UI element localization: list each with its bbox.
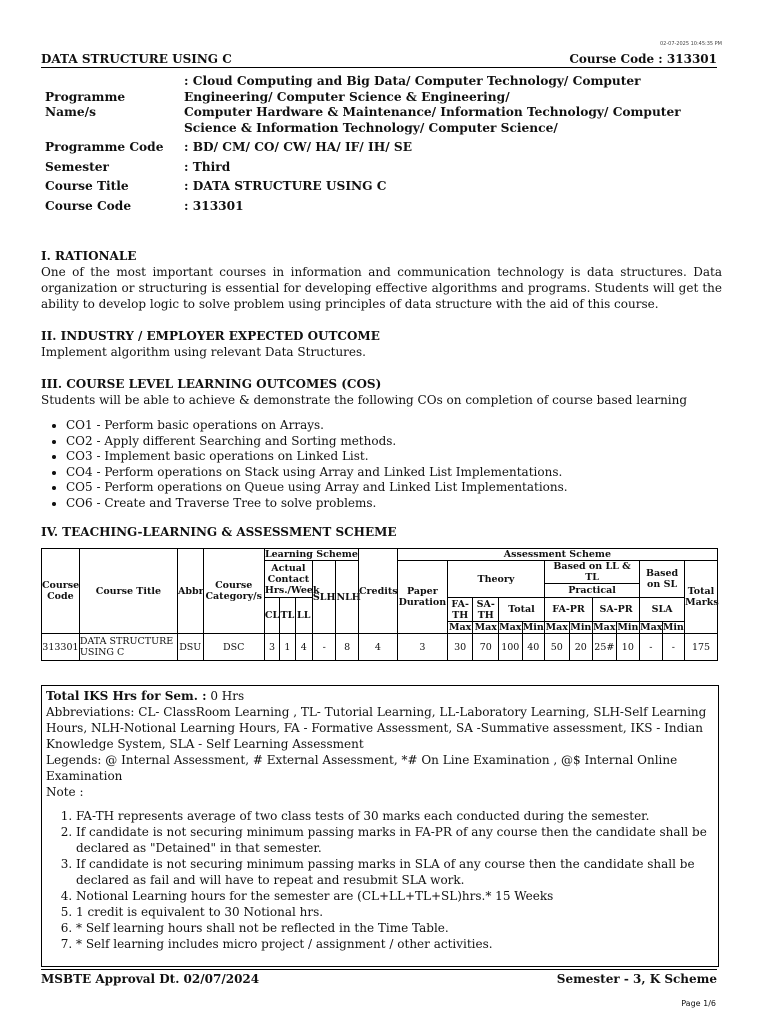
- header-course-code: Course Code : 313301: [569, 52, 717, 66]
- list-item: • CO6 - Create and Traverse Tree to solve problems.: [66, 496, 722, 512]
- programme-row: [41, 197, 721, 217]
- header-credits-cell: Credits: [358, 549, 397, 634]
- header-practical-cell: Practical: [545, 584, 640, 598]
- tl-cell: 1: [280, 634, 295, 661]
- sla-min-cell: -: [662, 634, 684, 661]
- programme-value: : Cloud Computing and Big Data/ Computer Technology/ Computer Engineering/ Computer Science & Engineering/ Computer Hardware & Maintenance/ Information Technology/ Computer Science & Information Technology/ Computer Science/: [184, 74, 681, 135]
- scheme-heading: IV. TEACHING-LEARNING & ASSESSMENT SCHEME: [41, 524, 397, 539]
- programme-label: Course Title: [45, 179, 129, 193]
- header-max-cell: Max: [449, 622, 472, 633]
- approval-date: MSBTE Approval Dt. 02/07/2024: [41, 972, 260, 986]
- semester-scheme: Semester - 3, K Scheme: [556, 972, 717, 986]
- page-footer: [41, 969, 717, 986]
- header-abbr-cell: Abbr: [177, 549, 203, 634]
- header-ll-cell: LL: [295, 598, 312, 634]
- header-contact-hours-cell: Actual Contact Hrs./Week: [264, 562, 320, 596]
- sa-pr-max-cell: 25#: [593, 634, 617, 661]
- header-sa-th-cell: SA-TH: [473, 598, 499, 622]
- sa-pr-min-cell: 10: [616, 634, 640, 661]
- header-min-cell: Min: [617, 622, 639, 633]
- programme-value: : DATA STRUCTURE USING C: [184, 179, 387, 193]
- print-timestamp: 02-07-2025 10:45:35 PM: [659, 41, 722, 47]
- fa-pr-min-cell: 20: [569, 634, 593, 661]
- programme-label: Programme Name/s: [45, 89, 126, 119]
- fa-th-max-cell: 30: [447, 634, 473, 661]
- course-sections: [41, 248, 722, 540]
- list-item: • CO5 - Perform operations on Queue using Array and Linked List Implementations.: [66, 480, 722, 496]
- abbr-cell: DSU: [177, 634, 203, 661]
- list-item: • CO3 - Implement basic operations on Linked List.: [66, 449, 722, 465]
- course-outcomes-intro: Students will be able to achieve & demonstrate the following COs on completion of course based learning: [41, 393, 688, 407]
- note-label: Note :: [46, 785, 84, 799]
- list-item: 2. If candidate is not securing minimum passing marks in FA-PR of any course then the candidate shall be declared as "Detained" in that semester.: [76, 824, 714, 856]
- header-max-cell: Max: [499, 622, 522, 633]
- programme-value: : Third: [184, 159, 231, 174]
- header-tl-cell: TL: [280, 598, 295, 634]
- programme-row: [41, 72, 721, 138]
- header-course-title-cell: Course Title: [79, 549, 177, 634]
- abbreviations-text: Abbreviations: CL- ClassRoom Learning , TL- Tutorial Learning, LL-Laboratory Learning, SLH-Self Learning Hours, NLH-Notional Learning Hours, FA - Formative Assessment, SA -Summative assessment, IKS - Indian Knowledge System, SLA - Self Learning Assessment: [46, 705, 707, 751]
- header-category-cell: Course Category/s: [203, 549, 264, 634]
- table-row: [42, 549, 718, 561]
- header-max-cell: Max: [640, 622, 663, 633]
- list-item: 5. 1 credit is equivalent to 30 Notional hrs.: [76, 904, 714, 920]
- list-item: 1. FA-TH represents average of two class tests of 30 marks each conducted during the semester.: [76, 808, 714, 824]
- header-fa-pr-cell: FA-PR: [545, 598, 593, 622]
- header-based-ll-tl-cell: Based on LL & TL: [545, 561, 640, 584]
- ll-cell: 4: [295, 634, 312, 661]
- header-total-marks-cell: Total Marks: [685, 561, 718, 634]
- iks-value: 0 Hrs: [206, 689, 245, 703]
- header-learning-scheme-cell: Learning Scheme: [264, 549, 358, 560]
- duration-cell: 3: [397, 634, 447, 661]
- page-number: Page 1/6: [681, 999, 716, 1008]
- header-min-cell: Min: [570, 622, 592, 633]
- notes-list: [46, 808, 714, 952]
- slh-cell: -: [312, 634, 336, 661]
- legends-text: Legends: @ Internal Assessment, # External Assessment, *# On Line Examination , @$ Internal Online Examination: [46, 753, 678, 783]
- programme-row: [41, 138, 721, 158]
- header-sa-pr-cell: SA-PR: [593, 598, 640, 622]
- list-item: • CO1 - Perform basic operations on Arrays.: [66, 418, 722, 434]
- header-paper-duration-cell: Paper Duration: [397, 561, 447, 634]
- programme-label: Course Code: [45, 198, 132, 213]
- list-item: 4. Notional Learning hours for the semester are (CL+LL+TL+SL)hrs.* 15 Weeks: [76, 888, 714, 904]
- sa-th-max-cell: 70: [473, 634, 499, 661]
- header-sla-cell: SLA: [640, 598, 685, 622]
- list-item: • CO2 - Apply different Searching and Sorting methods.: [66, 434, 722, 450]
- programme-row: [41, 177, 721, 197]
- list-item: 6. * Self learning hours shall not be reflected in the Time Table.: [76, 920, 714, 936]
- nlh-cell: 8: [336, 634, 359, 661]
- total-max-cell: 100: [499, 634, 523, 661]
- list-item: 7. * Self learning includes micro project / assignment / other activities.: [76, 936, 714, 952]
- header-max-cell: Max: [474, 622, 497, 633]
- sla-max-cell: -: [640, 634, 662, 661]
- industry-outcome-text: Implement algorithm using relevant Data Structures.: [41, 345, 366, 359]
- header-course-code-cell: Course Code: [42, 549, 80, 634]
- programme-value: : BD/ CM/ CO/ CW/ HA/ IF/ IH/ SE: [184, 140, 412, 154]
- header-fa-th-cell: FA-TH: [447, 598, 473, 622]
- header-min-cell: Min: [662, 622, 684, 633]
- programme-value: : 313301: [184, 198, 244, 213]
- iks-hours: [46, 688, 714, 704]
- notes-box: [41, 685, 719, 967]
- cl-cell: 3: [264, 634, 279, 661]
- total-min-cell: 40: [522, 634, 544, 661]
- credits-cell: 4: [358, 634, 397, 661]
- rationale-heading: I. RATIONALE: [41, 249, 137, 263]
- list-item: 3. If candidate is not securing minimum passing marks in SLA of any course then the candidate shall be declared as fail and will have to repeat and resubmit SLA work.: [76, 856, 714, 888]
- course-outcomes-list: [41, 418, 722, 512]
- fa-pr-max-cell: 50: [545, 634, 570, 661]
- category-cell: DSC: [203, 634, 264, 661]
- header-max-cell: Max: [593, 622, 616, 633]
- header-theory-cell: Theory: [447, 561, 544, 598]
- assessment-scheme-table: [41, 548, 718, 661]
- programme-label: Programme Code: [45, 140, 164, 154]
- header-total-cell: Total: [499, 598, 545, 622]
- header-slh-cell: SLH: [312, 561, 336, 634]
- programme-label: Semester: [45, 159, 109, 174]
- page-header: [41, 51, 717, 68]
- header-nlh-cell: NLH: [336, 561, 359, 634]
- header-cl-cell: CL: [264, 598, 279, 634]
- table-row: [42, 634, 718, 661]
- rationale-text: One of the most important courses in information and communication technology is data structures. Data organization or structuring is essential for developing effective algorithms and programs. Students will get the ability to develop logic to solve problem using principles of data structure with the aid of this course.: [41, 265, 722, 311]
- programme-row: [41, 158, 721, 178]
- header-min-cell: Min: [522, 622, 544, 633]
- header-based-sl-cell: Based on SL: [640, 561, 685, 598]
- course-code-cell: 313301: [42, 634, 80, 661]
- course-outcomes-heading: III. COURSE LEVEL LEARNING OUTCOMES (COS): [41, 377, 382, 391]
- industry-outcome-heading: II. INDUSTRY / EMPLOYER EXPECTED OUTCOME: [41, 329, 380, 343]
- header-assessment-scheme-cell: Assessment Scheme: [397, 549, 717, 561]
- total-marks-cell: 175: [685, 634, 718, 661]
- header-course-title: DATA STRUCTURE USING C: [41, 52, 232, 66]
- programme-details-table: [41, 72, 721, 216]
- header-max-cell: Max: [545, 622, 568, 633]
- list-item: • CO4 - Perform operations on Stack using Array and Linked List Implementations.: [66, 465, 722, 481]
- course-title-cell: DATA STRUCTURE USING C: [79, 634, 177, 661]
- iks-label: Total IKS Hrs for Sem. :: [46, 689, 207, 703]
